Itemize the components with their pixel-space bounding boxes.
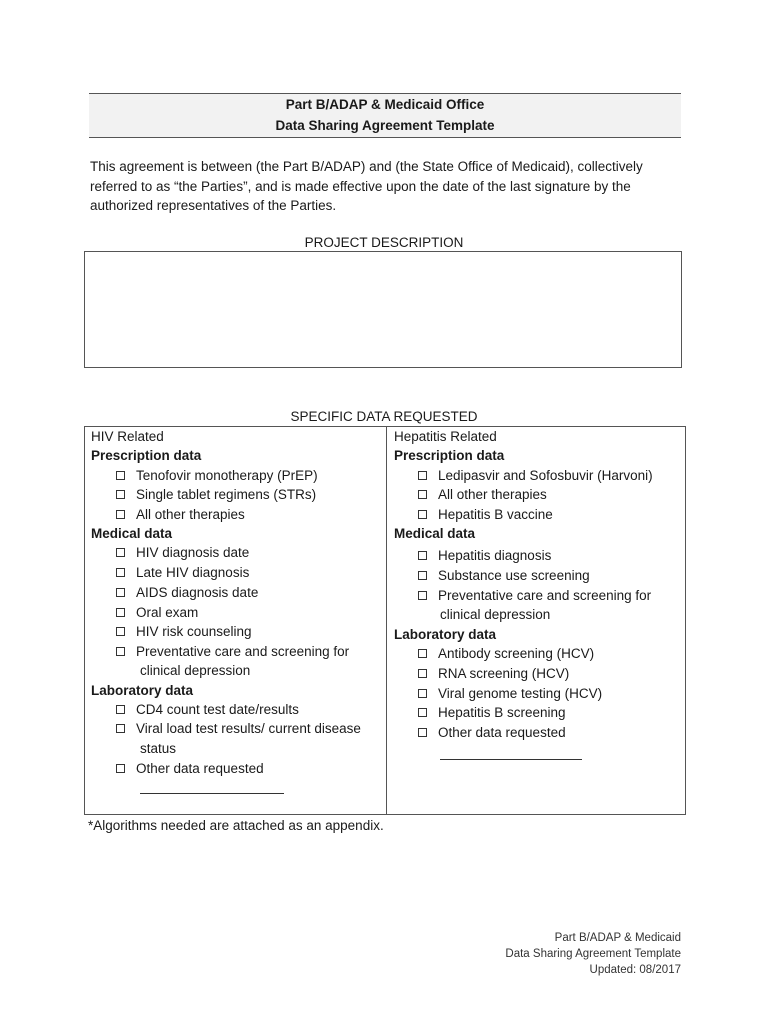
intro-line-1: This agreement is between (the Part B/ADAP) and (the State Office of Medicaid), collectively (90, 159, 643, 174)
checkbox-item[interactable]: Oral exam (116, 604, 198, 622)
project-description-heading: PROJECT DESCRIPTION (304, 235, 464, 250)
intro-line-3: authorized representatives of the Parties. (90, 198, 337, 213)
checkbox-item[interactable]: Other data requested (418, 724, 566, 742)
title-line-1: Part B/ADAP & Medicaid Office (285, 97, 485, 112)
other-data-blank-line[interactable] (440, 759, 582, 760)
checkbox-icon[interactable] (116, 588, 125, 597)
checkbox-icon[interactable] (418, 571, 427, 580)
checkbox-item[interactable]: CD4 count test date/results (116, 701, 299, 719)
checkbox-icon[interactable] (418, 490, 427, 499)
checkbox-item[interactable]: All other therapies (116, 506, 245, 524)
checkbox-icon[interactable] (116, 510, 125, 519)
hiv-medical-label: Medical data (91, 526, 173, 541)
item-continuation: clinical depression (140, 663, 251, 678)
hiv-column-header: HIV Related (91, 429, 164, 444)
checkbox-item[interactable]: HIV risk counseling (116, 623, 252, 641)
agreement-intro (90, 157, 690, 216)
hepatitis-column-header: Hepatitis Related (394, 429, 497, 444)
checkbox-item[interactable]: Preventative care and screening for (116, 643, 349, 661)
other-data-blank-line[interactable] (140, 793, 284, 794)
checkbox-icon[interactable] (418, 669, 427, 678)
checkbox-icon[interactable] (116, 490, 125, 499)
checkbox-item[interactable]: Single tablet regimens (STRs) (116, 486, 316, 504)
checkbox-item[interactable]: HIV diagnosis date (116, 544, 249, 562)
hiv-prescription-label: Prescription data (91, 448, 202, 463)
footer-line-3: Updated: 08/2017 (589, 964, 681, 976)
hiv-lab-label: Laboratory data (91, 683, 194, 698)
title-line-2: Data Sharing Agreement Template (275, 118, 495, 133)
checkbox-item[interactable]: Antibody screening (HCV) (418, 645, 594, 663)
checkbox-icon[interactable] (116, 647, 125, 656)
footer-line-1: Part B/ADAP & Medicaid (554, 932, 681, 944)
checkbox-icon[interactable] (116, 608, 125, 617)
checkbox-icon[interactable] (116, 471, 125, 480)
checkbox-icon[interactable] (116, 627, 125, 636)
checkbox-icon[interactable] (418, 510, 427, 519)
hepatitis-column (387, 427, 685, 814)
item-continuation: clinical depression (440, 607, 551, 622)
checkbox-item[interactable]: Ledipasvir and Sofosbuvir (Harvoni) (418, 467, 653, 485)
intro-line-2: referred to as “the Parties”, and is made effective upon the date of the last signature by the (90, 178, 631, 194)
checkbox-icon[interactable] (418, 471, 427, 480)
checkbox-item[interactable]: Substance use screening (418, 567, 590, 585)
checkbox-icon[interactable] (116, 548, 125, 557)
checkbox-icon[interactable] (418, 728, 427, 737)
document-title (89, 93, 681, 138)
checkbox-icon[interactable] (116, 724, 125, 733)
checkbox-icon[interactable] (418, 649, 427, 658)
checkbox-icon[interactable] (116, 764, 125, 773)
checkbox-item[interactable]: Hepatitis B screening (418, 704, 566, 722)
checkbox-icon[interactable] (418, 591, 427, 600)
hiv-column (85, 427, 387, 814)
specific-data-table (84, 426, 686, 815)
checkbox-item[interactable]: Other data requested (116, 760, 264, 778)
checkbox-icon[interactable] (116, 568, 125, 577)
checkbox-item[interactable]: Viral genome testing (HCV) (418, 685, 602, 703)
project-description-box[interactable] (84, 251, 682, 368)
footer-line-2: Data Sharing Agreement Template (505, 948, 681, 960)
hepatitis-medical-label: Medical data (394, 526, 476, 541)
algorithms-footnote: *Algorithms needed are attached as an appendix. (88, 818, 384, 833)
checkbox-icon[interactable] (116, 705, 125, 714)
checkbox-icon[interactable] (418, 708, 427, 717)
specific-data-heading: SPECIFIC DATA REQUESTED (290, 409, 478, 424)
checkbox-icon[interactable] (418, 689, 427, 698)
checkbox-icon[interactable] (418, 551, 427, 560)
page-footer (505, 930, 681, 978)
checkbox-item[interactable]: AIDS diagnosis date (116, 584, 258, 602)
checkbox-item[interactable]: Hepatitis B vaccine (418, 506, 553, 524)
checkbox-item[interactable]: Tenofovir monotherapy (PrEP) (116, 467, 318, 485)
checkbox-item[interactable]: All other therapies (418, 486, 547, 504)
checkbox-item[interactable]: Hepatitis diagnosis (418, 547, 551, 565)
checkbox-item[interactable]: Viral load test results/ current disease (116, 720, 361, 738)
checkbox-item[interactable]: Late HIV diagnosis (116, 564, 249, 582)
checkbox-item[interactable]: RNA screening (HCV) (418, 665, 569, 683)
checkbox-item[interactable]: Preventative care and screening for (418, 587, 651, 605)
hepatitis-lab-label: Laboratory data (394, 627, 497, 642)
item-continuation: status (140, 741, 177, 756)
hepatitis-prescription-label: Prescription data (394, 448, 505, 463)
